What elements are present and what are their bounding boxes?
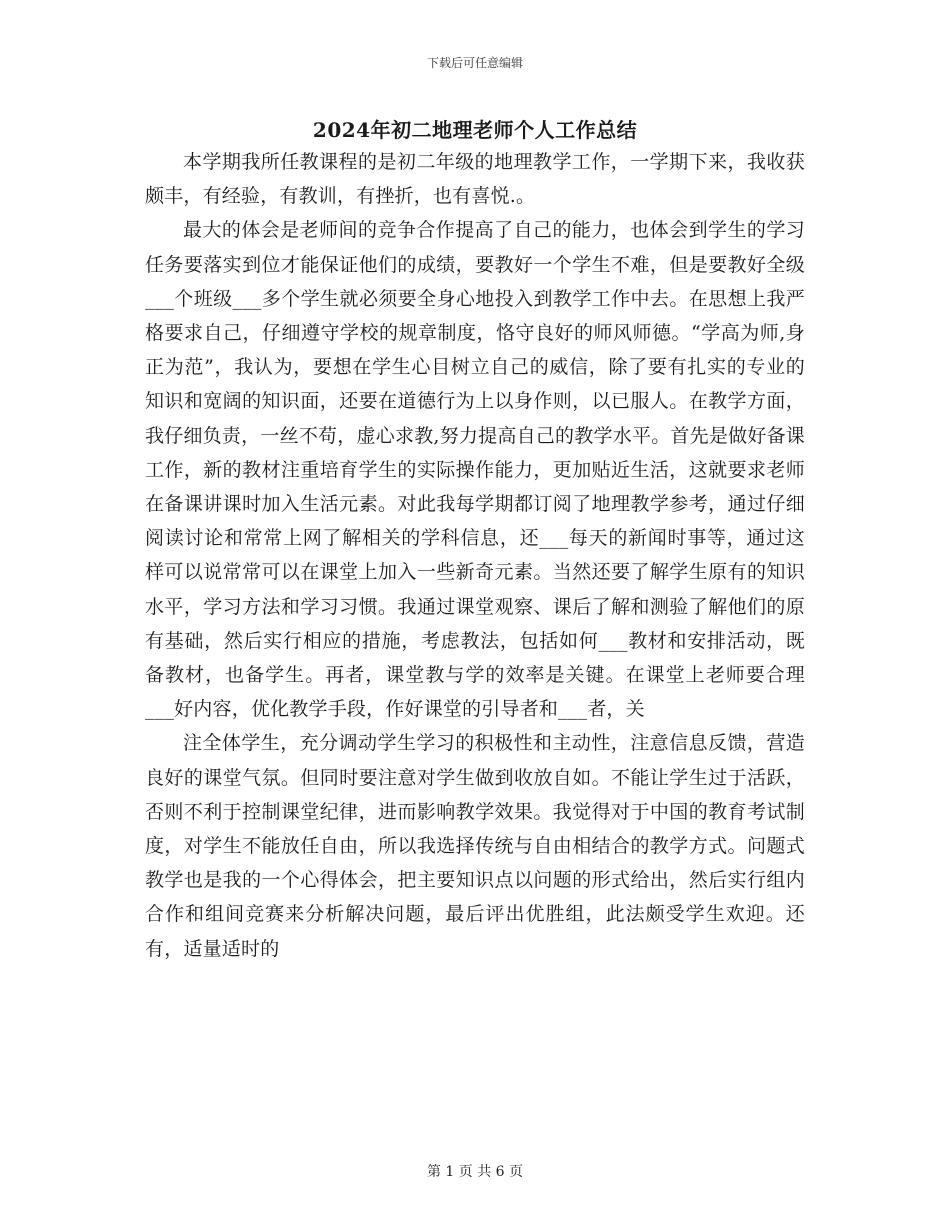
document-body <box>145 145 805 966</box>
page-header-note: 下载后可任意编辑 <box>426 56 523 70</box>
paragraph-classroom: 注全体学生，充分调动学生学习的积极性和主动性，注意信息反馈，营造良好的课堂气氛。但同时要注意对学生做到收放自如。不能让学生过于活跃，否则不利于控制课堂纪律，进而影响教学效果。我觉得对于中国的教育考试制度，对学生不能放任自由，所以我选择传统与自由相结合的教学方式。问题式教学也是我的一个心得体会，把主要知识点以问题的形式给出，然后实行组内合作和组间竞赛来分析解决问题，最后评出优胜组，此法颇受学生欢迎。还有，适量适时的 <box>145 732 805 960</box>
paragraph-experience: 最大的体会是老师间的竞争合作提高了自己的能力，也体会到学生的学习任务要落实到位才能保证他们的成绩，要教好一个学生不难，但是要教好全级___个班级___多个学生就必须要全身心地投入到教学工作中去。在思想上我严格要求自己，仔细遵守学校的规章制度，恪守良好的师风师德。“学高为师,身正为范”，我认为，要想在学生心目树立自己的威信，除了要有扎实的专业的知识和宽阔的知识面，还要在道德行为上以身作则，以已服人。在教学方面，我仔细负责，一丝不苟，虚心求教,努力提高自己的教学水平。首先是做好备课工作，新的教材注重培育学生的实际操作能力，更加贴近生活，这就要求老师在备课讲课时加入生活元素。对此我每学期都订阅了地理教学参考，通过仔细阅读讨论和常常上网了解相关的学科信息，还___每天的新闻时事等，通过这样可以说常常可以在课堂上加入一些新奇元素。当然还要了解学生原有的知识水平，学习方法和学习习惯。我通过课堂观察、课后了解和测验了解他们的原有基础，然后实行相应的措施，考虑教法，包括如何___教材和安排活动，既备教材，也备学生。再者，课堂教与学的效率是关键。在课堂上老师要合理___好内容，优化教学手段，作好课堂的引导者和___者，关 <box>145 219 805 721</box>
page-number: 第 1 页 共 6 页 <box>426 1164 524 1180</box>
paragraph-intro: 本学期我所任教课程的是初二年级的地理教学工作，一学期下来，我收获颇丰，有经验，有教训，有挫折，也有喜悦.。 <box>145 151 805 208</box>
document-title: 2024年初二地理老师个人工作总结 <box>312 118 638 142</box>
